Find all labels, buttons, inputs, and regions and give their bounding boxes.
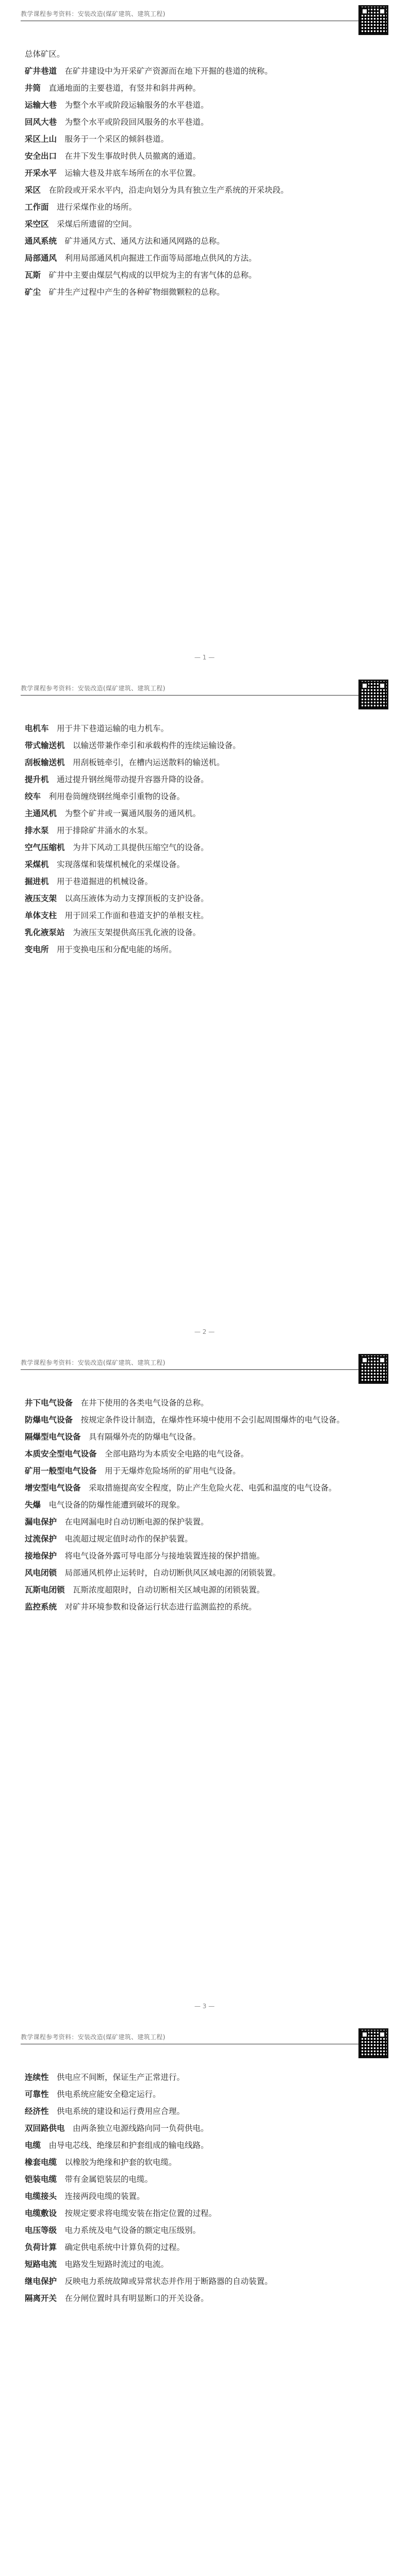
glossary-term: 连续性 xyxy=(25,2073,49,2082)
glossary-term: 采区上山 xyxy=(25,134,57,144)
glossary-term: 采区 xyxy=(25,185,41,195)
glossary-entry xyxy=(25,823,386,838)
glossary-entry xyxy=(25,789,386,804)
glossary-entry xyxy=(25,1531,386,1547)
glossary-definition: 为整个矿井或一翼通风服务的通风机。 xyxy=(64,809,201,818)
page-body xyxy=(25,721,386,959)
glossary-term: 接地保护 xyxy=(25,1551,57,1561)
glossary-entry xyxy=(25,284,386,300)
glossary-definition: 电力系统及电气设备的额定电压级别。 xyxy=(64,2226,201,2235)
glossary-definition: 用于排除矿井涌水的水泵。 xyxy=(57,826,153,835)
glossary-term: 可靠性 xyxy=(25,2090,49,2099)
glossary-term: 矿用一般型电气设备 xyxy=(25,1466,97,1476)
glossary-entry xyxy=(25,2274,386,2289)
glossary-entry xyxy=(25,874,386,889)
glossary-term: 瓦斯电闭锁 xyxy=(25,1585,65,1595)
glossary-term: 双回路供电 xyxy=(25,2124,65,2133)
glossary-entry xyxy=(25,46,386,62)
glossary-definition: 矿井生产过程中产生的各种矿物细微颗粒的总称。 xyxy=(48,287,225,297)
glossary-definition: 用于井下巷道运输的电力机车。 xyxy=(57,724,169,733)
page-header-text: 教学课程参考资料：安装改造(煤矿建筑、建筑工程) xyxy=(21,1359,166,1366)
glossary-definition: 用于无爆炸危险场所的矿用电气设备。 xyxy=(105,1466,241,1476)
glossary-definition: 用刮板链牵引，在槽内运送散料的输送机。 xyxy=(73,758,225,767)
glossary-entry xyxy=(25,1412,386,1428)
document-page xyxy=(0,2023,409,2576)
glossary-term: 矿井巷道 xyxy=(25,66,57,76)
glossary-term: 采煤机 xyxy=(25,860,49,869)
glossary-entry xyxy=(25,2121,386,2136)
glossary-definition: 进行采煤作业的场所。 xyxy=(57,202,137,212)
glossary-term: 电压等级 xyxy=(25,2226,57,2235)
glossary-definition: 为整个水平或阶段回风服务的水平巷道。 xyxy=(64,117,209,127)
glossary-entry xyxy=(25,1565,386,1581)
glossary-entry xyxy=(25,97,386,113)
glossary-entry xyxy=(25,216,386,232)
glossary-term: 增安型电气设备 xyxy=(25,1483,81,1493)
page-number: — 2 — xyxy=(194,1328,215,1335)
page-header-text: 教学课程参考资料：安装改造(煤矿建筑、建筑工程) xyxy=(21,685,166,692)
glossary-term: 安全出口 xyxy=(25,151,57,161)
glossary-term: 经济性 xyxy=(25,2107,49,2116)
glossary-entry xyxy=(25,738,386,753)
glossary-definition: 总体矿区。 xyxy=(25,49,65,59)
glossary-entry xyxy=(25,925,386,940)
glossary-definition: 连接两段电缆的装置。 xyxy=(64,2192,145,2201)
qr-code-icon xyxy=(358,1354,388,1384)
glossary-entry xyxy=(25,2291,386,2306)
header-divider xyxy=(21,1369,388,1370)
glossary-definition: 供电系统应能安全稳定运行。 xyxy=(57,2090,161,2099)
glossary-entry xyxy=(25,114,386,130)
glossary-definition: 瓦斯浓度超限时，自动切断相关区域电源的闭锁装置。 xyxy=(73,1585,265,1595)
glossary-definition: 运输大巷及井底车场所在的水平位置。 xyxy=(64,168,201,178)
glossary-entry xyxy=(25,2138,386,2153)
glossary-term: 井下电气设备 xyxy=(25,1398,73,1408)
glossary-definition: 通过提升钢丝绳带动提升容器升降的设备。 xyxy=(57,775,209,784)
glossary-definition: 在电网漏电时自动切断电源的保护装置。 xyxy=(64,1517,209,1527)
glossary-definition: 全部电路均为本质安全电路的电气设备。 xyxy=(105,1449,249,1459)
glossary-definition: 电气设备的防爆性能遭到破坏的现象。 xyxy=(48,1500,185,1510)
glossary-definition: 确定供电系统中计算负荷的过程。 xyxy=(64,2243,185,2252)
glossary-term: 橡套电缆 xyxy=(25,2158,57,2167)
glossary-term: 隔爆型电气设备 xyxy=(25,1432,81,1442)
glossary-definition: 用于回采工作面和巷道支护的单根支柱。 xyxy=(64,911,209,920)
glossary-definition: 在分闸位置时具有明显断口的开关设备。 xyxy=(64,2294,209,2303)
glossary-term: 监控系统 xyxy=(25,1602,57,1612)
glossary-term: 乳化液泵站 xyxy=(25,928,65,937)
glossary-entry xyxy=(25,755,386,770)
glossary-entry xyxy=(25,165,386,181)
glossary-entry xyxy=(25,1497,386,1513)
glossary-definition: 矿井中主要由煤层气构成的以甲烷为主的有害气体的总称。 xyxy=(48,270,257,280)
page-header-text: 教学课程参考资料：安装改造(煤矿建筑、建筑工程) xyxy=(21,2033,166,2041)
glossary-term: 工作面 xyxy=(25,202,49,212)
glossary-definition: 电路发生短路时流过的电流。 xyxy=(64,2260,169,2269)
glossary-definition: 直通地面的主要巷道，有竖井和斜井两种。 xyxy=(48,83,201,93)
glossary-definition: 利用卷筒缠绕钢丝绳牵引重物的设备。 xyxy=(48,792,185,801)
glossary-definition: 电流超过规定值时动作的保护装置。 xyxy=(64,1534,193,1544)
glossary-definition: 服务于一个采区的倾斜巷道。 xyxy=(64,134,169,144)
glossary-entry xyxy=(25,2104,386,2119)
glossary-term: 失爆 xyxy=(25,1500,41,1510)
glossary-entry xyxy=(25,2087,386,2102)
page-number: — 3 — xyxy=(194,2003,215,2010)
page-body xyxy=(25,2070,386,2308)
glossary-definition: 具有隔爆外壳的防爆电气设备。 xyxy=(89,1432,201,1442)
document-page xyxy=(0,674,409,1349)
glossary-definition: 采煤后所遗留的空间。 xyxy=(57,219,137,229)
glossary-entry xyxy=(25,199,386,215)
glossary-term: 过流保护 xyxy=(25,1534,57,1544)
qr-code-icon xyxy=(358,2028,388,2058)
glossary-definition: 为整个水平或阶段运输服务的水平巷道。 xyxy=(64,100,209,110)
glossary-term: 变电所 xyxy=(25,945,49,954)
glossary-term: 回风大巷 xyxy=(25,117,57,127)
glossary-term: 液压支架 xyxy=(25,894,57,903)
glossary-entry xyxy=(25,806,386,821)
qr-code-icon xyxy=(358,5,388,35)
glossary-term: 排水泵 xyxy=(25,826,49,835)
glossary-term: 单体支柱 xyxy=(25,911,57,920)
glossary-term: 漏电保护 xyxy=(25,1517,57,1527)
glossary-definition: 带有金属铠装层的电缆。 xyxy=(64,2175,153,2184)
glossary-term: 电缆 xyxy=(25,2141,41,2150)
glossary-definition: 以橡胶为绝缘和护套的软电缆。 xyxy=(64,2158,177,2167)
glossary-definition: 矿井通风方式、通风方法和通风网路的总称。 xyxy=(64,236,225,246)
glossary-entry xyxy=(25,1514,386,1530)
glossary-entry xyxy=(25,2189,386,2204)
glossary-entry xyxy=(25,1480,386,1496)
glossary-entry xyxy=(25,857,386,872)
glossary-definition: 为液压支架提供高压乳化液的设备。 xyxy=(73,928,201,937)
glossary-term: 掘进机 xyxy=(25,877,49,886)
glossary-entry xyxy=(25,1463,386,1479)
glossary-term: 通风系统 xyxy=(25,236,57,246)
glossary-entry xyxy=(25,1429,386,1445)
glossary-definition: 用于变换电压和分配电能的场所。 xyxy=(57,945,177,954)
glossary-entry xyxy=(25,2240,386,2255)
glossary-entry xyxy=(25,2070,386,2085)
glossary-term: 风电闭锁 xyxy=(25,1568,57,1578)
glossary-entry xyxy=(25,63,386,79)
glossary-definition: 局部通风机停止运转时，自动切断供风区域电源的闭锁装置。 xyxy=(64,1568,281,1578)
glossary-entry xyxy=(25,772,386,787)
glossary-definition: 实现落煤和装煤机械化的采煤设备。 xyxy=(57,860,185,869)
glossary-entry xyxy=(25,840,386,855)
glossary-term: 矿尘 xyxy=(25,287,41,297)
glossary-entry xyxy=(25,2257,386,2272)
glossary-entry xyxy=(25,80,386,96)
page-body xyxy=(25,46,386,301)
glossary-definition: 在矿井建设中为开采矿产资源而在地下开掘的巷道的统称。 xyxy=(64,66,273,76)
glossary-term: 局部通风 xyxy=(25,253,57,263)
glossary-definition: 在井下使用的各类电气设备的总称。 xyxy=(80,1398,209,1408)
glossary-definition: 将电气设备外露可导电部分与接地装置连接的保护措施。 xyxy=(64,1551,265,1561)
glossary-definition: 按规定条件设计制造，在爆炸性环境中使用不会引起周围爆炸的电气设备。 xyxy=(80,1415,345,1425)
glossary-definition: 以高压液体为动力支撑顶板的支护设备。 xyxy=(64,894,209,903)
glossary-definition: 按规定要求将电缆安装在指定位置的过程。 xyxy=(64,2209,217,2218)
glossary-term: 电机车 xyxy=(25,724,49,733)
glossary-term: 带式输送机 xyxy=(25,741,65,750)
glossary-definition: 为井下风动工具提供压缩空气的设备。 xyxy=(73,843,209,852)
glossary-entry xyxy=(25,233,386,249)
glossary-definition: 供电应不间断，保证生产正常进行。 xyxy=(57,2073,185,2082)
glossary-entry xyxy=(25,2223,386,2238)
glossary-definition: 在井下发生事故时供人员撤离的通道。 xyxy=(64,151,201,161)
document-page xyxy=(0,0,409,674)
qr-code-icon xyxy=(358,680,388,709)
glossary-entry xyxy=(25,908,386,923)
glossary-term: 瓦斯 xyxy=(25,270,41,280)
page-header-text: 教学课程参考资料：安装改造(煤矿建筑、建筑工程) xyxy=(21,10,166,18)
glossary-term: 刮板输送机 xyxy=(25,758,65,767)
glossary-entry xyxy=(25,891,386,906)
glossary-entry xyxy=(25,148,386,164)
glossary-term: 电缆接头 xyxy=(25,2192,57,2201)
glossary-term: 采空区 xyxy=(25,219,49,229)
glossary-definition: 供电系统的建设和运行费用应合理。 xyxy=(57,2107,185,2116)
glossary-term: 提升机 xyxy=(25,775,49,784)
glossary-entry xyxy=(25,182,386,198)
glossary-entry xyxy=(25,250,386,266)
glossary-entry xyxy=(25,721,386,736)
glossary-definition: 由两条独立电源线路向同一负荷供电。 xyxy=(73,2124,209,2133)
glossary-entry xyxy=(25,131,386,147)
glossary-entry xyxy=(25,1582,386,1598)
glossary-term: 负荷计算 xyxy=(25,2243,57,2252)
glossary-term: 绞车 xyxy=(25,792,41,801)
document-page xyxy=(0,1349,409,2023)
glossary-definition: 反映电力系统故障或异常状态并作用于断路器的自动装置。 xyxy=(64,2277,273,2286)
glossary-term: 短路电流 xyxy=(25,2260,57,2269)
glossary-term: 井筒 xyxy=(25,83,41,93)
glossary-term: 电缆敷设 xyxy=(25,2209,57,2218)
glossary-definition: 以输送带兼作牵引和承载构件的连续运输设备。 xyxy=(73,741,241,750)
glossary-entry xyxy=(25,2155,386,2170)
glossary-term: 本质安全型电气设备 xyxy=(25,1449,97,1459)
glossary-term: 铠装电缆 xyxy=(25,2175,57,2184)
glossary-definition: 采取措施提高安全程度，防止产生危险火花、电弧和温度的电气设备。 xyxy=(89,1483,337,1493)
glossary-definition: 在阶段或开采水平内，沿走向划分为具有独立生产系统的开采块段。 xyxy=(48,185,289,195)
glossary-term: 主通风机 xyxy=(25,809,57,818)
glossary-term: 继电保护 xyxy=(25,2277,57,2286)
glossary-term: 空气压缩机 xyxy=(25,843,65,852)
page-number: — 1 — xyxy=(194,654,215,661)
glossary-term: 防爆电气设备 xyxy=(25,1415,73,1425)
glossary-entry xyxy=(25,1599,386,1615)
glossary-term: 运输大巷 xyxy=(25,100,57,110)
glossary-term: 隔离开关 xyxy=(25,2294,57,2303)
glossary-definition: 利用局部通风机向掘进工作面等局部地点供风的方法。 xyxy=(64,253,257,263)
glossary-entry xyxy=(25,267,386,283)
glossary-entry xyxy=(25,1548,386,1564)
glossary-entry xyxy=(25,2172,386,2187)
glossary-entry xyxy=(25,1395,386,1411)
glossary-entry xyxy=(25,942,386,957)
glossary-entry xyxy=(25,2206,386,2221)
glossary-definition: 对矿井环境参数和设备运行状态进行监测监控的系统。 xyxy=(64,1602,257,1612)
glossary-term: 开采水平 xyxy=(25,168,57,178)
glossary-definition: 由导电芯线、绝缘层和护套组成的输电线路。 xyxy=(48,2141,209,2150)
glossary-entry xyxy=(25,1446,386,1462)
page-body xyxy=(25,1395,386,1616)
header-divider xyxy=(21,695,388,696)
glossary-definition: 用于巷道掘进的机械设备。 xyxy=(57,877,153,886)
